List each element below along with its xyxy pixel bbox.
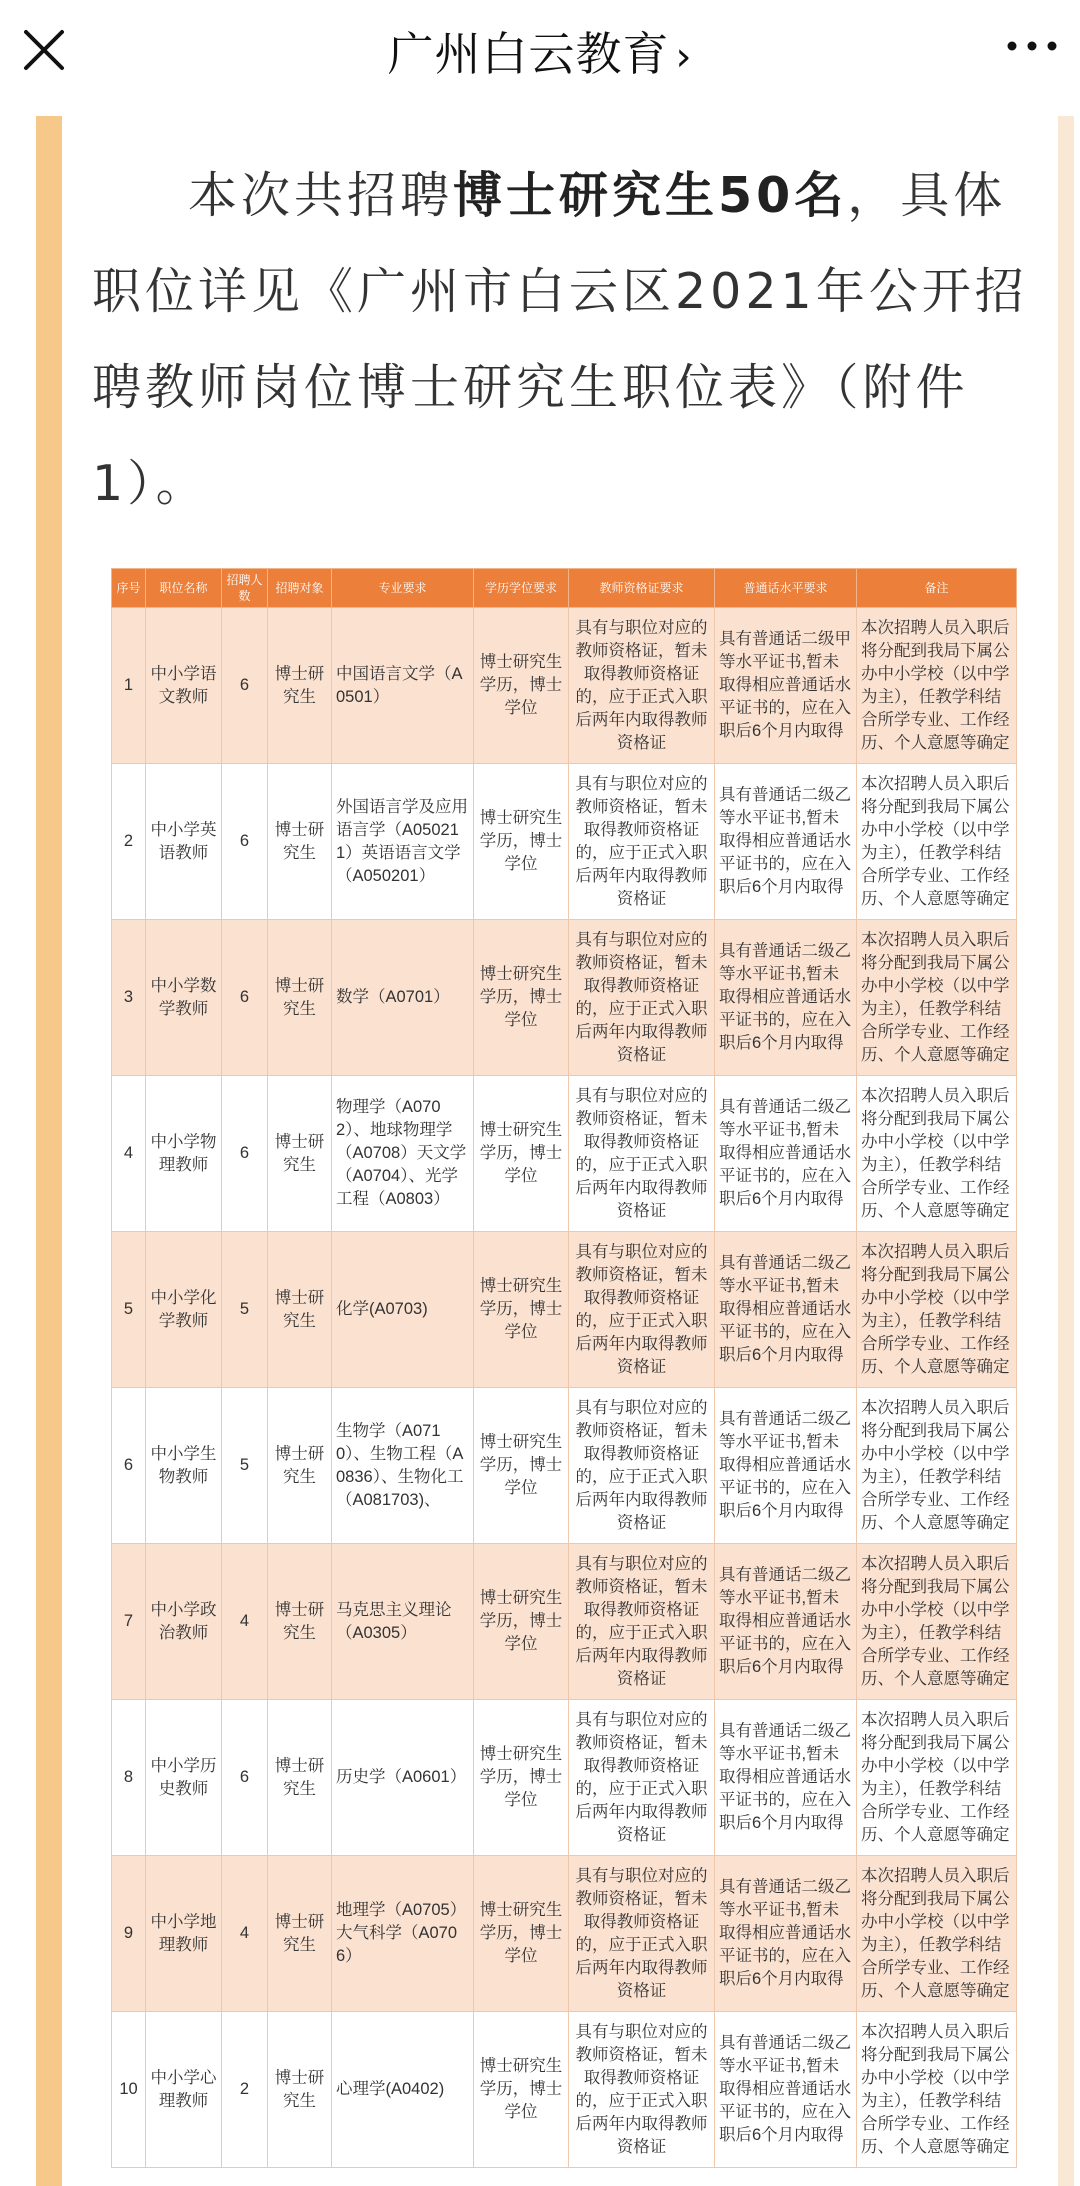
table-row [112, 608, 1017, 764]
note-cell: 本次招聘人员入职后将分配到我局下属公办中小学校（以中学为主），任教学科结合所学专业、工作经历、个人意愿等确定 [857, 608, 1017, 764]
hire-target-cell: 博士研究生 [268, 1388, 332, 1544]
position-name-cell: 中小学英语教师 [146, 764, 222, 920]
table-row [112, 764, 1017, 920]
major-cell: 历史学（A0601） [332, 1700, 474, 1856]
row-number-cell: 1 [112, 608, 146, 764]
hire-target-cell: 博士研究生 [268, 920, 332, 1076]
row-number-cell: 6 [112, 1388, 146, 1544]
position-name-cell: 中小学历史教师 [146, 1700, 222, 1856]
hire-count-cell: 6 [222, 920, 268, 1076]
major-cell: 心理学(A0402) [332, 2012, 474, 2168]
note-cell: 本次招聘人员入职后将分配到我局下属公办中小学校（以中学为主），任教学科结合所学专业、工作经历、个人意愿等确定 [857, 1544, 1017, 1700]
table-row [112, 1076, 1017, 1232]
mand-cell: 具有普通话二级乙等水平证书,暂未取得相应普通话水平证书的，应在入职后6个月内取得 [715, 1388, 857, 1544]
mand-cell: 具有普通话二级乙等水平证书,暂未取得相应普通话水平证书的，应在入职后6个月内取得 [715, 1856, 857, 2012]
account-title-text[interactable]: 广州白云教育 [387, 27, 670, 81]
mand-cell: 具有普通话二级甲等水平证书,暂未取得相应普通话水平证书的，应在入职后6个月内取得 [715, 608, 857, 764]
article-frame-border-left [36, 116, 62, 2186]
hire-target-cell: 博士研究生 [268, 1856, 332, 2012]
position-name-cell: 中小学语文教师 [146, 608, 222, 764]
mand-cell: 具有普通话二级乙等水平证书,暂未取得相应普通话水平证书的，应在入职后6个月内取得 [715, 1076, 857, 1232]
note-cell: 本次招聘人员入职后将分配到我局下属公办中小学校（以中学为主），任教学科结合所学专业、工作经历、个人意愿等确定 [857, 764, 1017, 920]
cert-cell: 具有与职位对应的教师资格证，暂未取得教师资格证的，应于正式入职后两年内取得教师资格证 [569, 608, 715, 764]
table-row [112, 1856, 1017, 2012]
degree-cell: 博士研究生学历，博士学位 [474, 1700, 569, 1856]
cert-cell: 具有与职位对应的教师资格证，暂未取得教师资格证的，应于正式入职后两年内取得教师资格证 [569, 1232, 715, 1388]
row-number-cell: 3 [112, 920, 146, 1076]
table-row [112, 1544, 1017, 1700]
account-title[interactable] [0, 18, 1080, 84]
table-header-cell: 招聘对象 [268, 569, 332, 608]
row-number-cell: 9 [112, 1856, 146, 2012]
position-name-cell: 中小学生物教师 [146, 1388, 222, 1544]
major-cell: 物理学（A0702）、地球物理学（A0708）天文学（A0704）、光学工程（A0803） [332, 1076, 474, 1232]
position-name-cell: 中小学化学教师 [146, 1232, 222, 1388]
hire-count-cell: 4 [222, 1856, 268, 2012]
major-cell: 马克思主义理论（A0305） [332, 1544, 474, 1700]
degree-cell: 博士研究生学历，博士学位 [474, 2012, 569, 2168]
more-icon[interactable] [1004, 36, 1060, 56]
intro-paragraph [92, 148, 1042, 532]
job-table [111, 568, 1017, 2168]
row-number-cell: 7 [112, 1544, 146, 1700]
chevron-right-icon: › [675, 34, 693, 80]
hire-target-cell: 博士研究生 [268, 1544, 332, 1700]
mand-cell: 具有普通话二级乙等水平证书,暂未取得相应普通话水平证书的，应在入职后6个月内取得 [715, 1544, 857, 1700]
degree-cell: 博士研究生学历，博士学位 [474, 1076, 569, 1232]
hire-count-cell: 5 [222, 1388, 268, 1544]
degree-cell: 博士研究生学历，博士学位 [474, 1544, 569, 1700]
cert-cell: 具有与职位对应的教师资格证，暂未取得教师资格证的，应于正式入职后两年内取得教师资格证 [569, 1700, 715, 1856]
row-number-cell: 2 [112, 764, 146, 920]
note-cell: 本次招聘人员入职后将分配到我局下属公办中小学校（以中学为主），任教学科结合所学专业、工作经历、个人意愿等确定 [857, 920, 1017, 1076]
major-cell: 数学（A0701） [332, 920, 474, 1076]
table-header-cell: 教师资格证要求 [569, 569, 715, 608]
degree-cell: 博士研究生学历，博士学位 [474, 1388, 569, 1544]
table-header-cell: 序号 [112, 569, 146, 608]
hire-count-cell: 6 [222, 1700, 268, 1856]
mand-cell: 具有普通话二级乙等水平证书,暂未取得相应普通话水平证书的，应在入职后6个月内取得 [715, 1700, 857, 1856]
hire-target-cell: 博士研究生 [268, 1232, 332, 1388]
hire-count-cell: 2 [222, 2012, 268, 2168]
position-name-cell: 中小学物理教师 [146, 1076, 222, 1232]
position-name-cell: 中小学政治教师 [146, 1544, 222, 1700]
cert-cell: 具有与职位对应的教师资格证，暂未取得教师资格证的，应于正式入职后两年内取得教师资格证 [569, 1388, 715, 1544]
degree-cell: 博士研究生学历，博士学位 [474, 920, 569, 1076]
note-cell: 本次招聘人员入职后将分配到我局下属公办中小学校（以中学为主），任教学科结合所学专业、工作经历、个人意愿等确定 [857, 1076, 1017, 1232]
hire-count-cell: 6 [222, 608, 268, 764]
cert-cell: 具有与职位对应的教师资格证，暂未取得教师资格证的，应于正式入职后两年内取得教师资格证 [569, 1544, 715, 1700]
cert-cell: 具有与职位对应的教师资格证，暂未取得教师资格证的，应于正式入职后两年内取得教师资格证 [569, 1076, 715, 1232]
table-header-cell: 招聘人数 [222, 569, 268, 608]
degree-cell: 博士研究生学历，博士学位 [474, 764, 569, 920]
major-cell: 生物学（A0710）、生物工程（A0836）、生物化工（A081703)、 [332, 1388, 474, 1544]
hire-target-cell: 博士研究生 [268, 2012, 332, 2168]
major-cell: 中国语言文学（A0501） [332, 608, 474, 764]
degree-cell: 博士研究生学历，博士学位 [474, 1856, 569, 2012]
mand-cell: 具有普通话二级乙等水平证书,暂未取得相应普通话水平证书的，应在入职后6个月内取得 [715, 920, 857, 1076]
mand-cell: 具有普通话二级乙等水平证书,暂未取得相应普通话水平证书的，应在入职后6个月内取得 [715, 2012, 857, 2168]
position-name-cell: 中小学地理教师 [146, 1856, 222, 2012]
intro-suffix: ，具体职位详见《广州市白云区2021年公开招聘教师岗位博士研究生职位表》（附件1）。 [92, 167, 1028, 512]
article-frame-border-right [1058, 116, 1074, 2186]
cert-cell: 具有与职位对应的教师资格证，暂未取得教师资格证的，应于正式入职后两年内取得教师资格证 [569, 1856, 715, 2012]
row-number-cell: 5 [112, 1232, 146, 1388]
major-cell: 地理学（A0705）大气科学（A0706） [332, 1856, 474, 2012]
degree-cell: 博士研究生学历，博士学位 [474, 1232, 569, 1388]
table-header-cell: 备注 [857, 569, 1017, 608]
hire-target-cell: 博士研究生 [268, 764, 332, 920]
table-row [112, 2012, 1017, 2168]
table-header-cell: 专业要求 [332, 569, 474, 608]
table-row [112, 1388, 1017, 1544]
row-number-cell: 10 [112, 2012, 146, 2168]
note-cell: 本次招聘人员入职后将分配到我局下属公办中小学校（以中学为主），任教学科结合所学专业、工作经历、个人意愿等确定 [857, 1700, 1017, 1856]
table-header-cell: 普通话水平要求 [715, 569, 857, 608]
intro-highlight: 博士研究生50名 [453, 167, 848, 224]
row-number-cell: 8 [112, 1700, 146, 1856]
hire-count-cell: 6 [222, 764, 268, 920]
table-row [112, 1700, 1017, 1856]
cert-cell: 具有与职位对应的教师资格证，暂未取得教师资格证的，应于正式入职后两年内取得教师资格证 [569, 2012, 715, 2168]
degree-cell: 博士研究生学历，博士学位 [474, 608, 569, 764]
hire-target-cell: 博士研究生 [268, 1076, 332, 1232]
note-cell: 本次招聘人员入职后将分配到我局下属公办中小学校（以中学为主），任教学科结合所学专业、工作经历、个人意愿等确定 [857, 1232, 1017, 1388]
mand-cell: 具有普通话二级乙等水平证书,暂未取得相应普通话水平证书的，应在入职后6个月内取得 [715, 1232, 857, 1388]
table-header-cell: 职位名称 [146, 569, 222, 608]
hire-target-cell: 博士研究生 [268, 608, 332, 764]
hire-target-cell: 博士研究生 [268, 1700, 332, 1856]
table-header-row [112, 569, 1017, 608]
intro-prefix: 本次共招聘 [188, 167, 454, 224]
cert-cell: 具有与职位对应的教师资格证，暂未取得教师资格证的，应于正式入职后两年内取得教师资格证 [569, 920, 715, 1076]
cert-cell: 具有与职位对应的教师资格证，暂未取得教师资格证的，应于正式入职后两年内取得教师资格证 [569, 764, 715, 920]
mand-cell: 具有普通话二级乙等水平证书,暂未取得相应普通话水平证书的，应在入职后6个月内取得 [715, 764, 857, 920]
note-cell: 本次招聘人员入职后将分配到我局下属公办中小学校（以中学为主），任教学科结合所学专业、工作经历、个人意愿等确定 [857, 2012, 1017, 2168]
hire-count-cell: 5 [222, 1232, 268, 1388]
table-body [112, 608, 1017, 2168]
hire-count-cell: 4 [222, 1544, 268, 1700]
note-cell: 本次招聘人员入职后将分配到我局下属公办中小学校（以中学为主），任教学科结合所学专业、工作经历、个人意愿等确定 [857, 1388, 1017, 1544]
row-number-cell: 4 [112, 1076, 146, 1232]
major-cell: 外国语言学及应用语言学（A050211）英语语言文学（A050201） [332, 764, 474, 920]
top-navigation-bar [0, 0, 1080, 112]
position-name-cell: 中小学心理教师 [146, 2012, 222, 2168]
position-name-cell: 中小学数学教师 [146, 920, 222, 1076]
hire-count-cell: 6 [222, 1076, 268, 1232]
major-cell: 化学(A0703) [332, 1232, 474, 1388]
table-row [112, 1232, 1017, 1388]
table-header-cell: 学历学位要求 [474, 569, 569, 608]
table-row [112, 920, 1017, 1076]
note-cell: 本次招聘人员入职后将分配到我局下属公办中小学校（以中学为主），任教学科结合所学专业、工作经历、个人意愿等确定 [857, 1856, 1017, 2012]
